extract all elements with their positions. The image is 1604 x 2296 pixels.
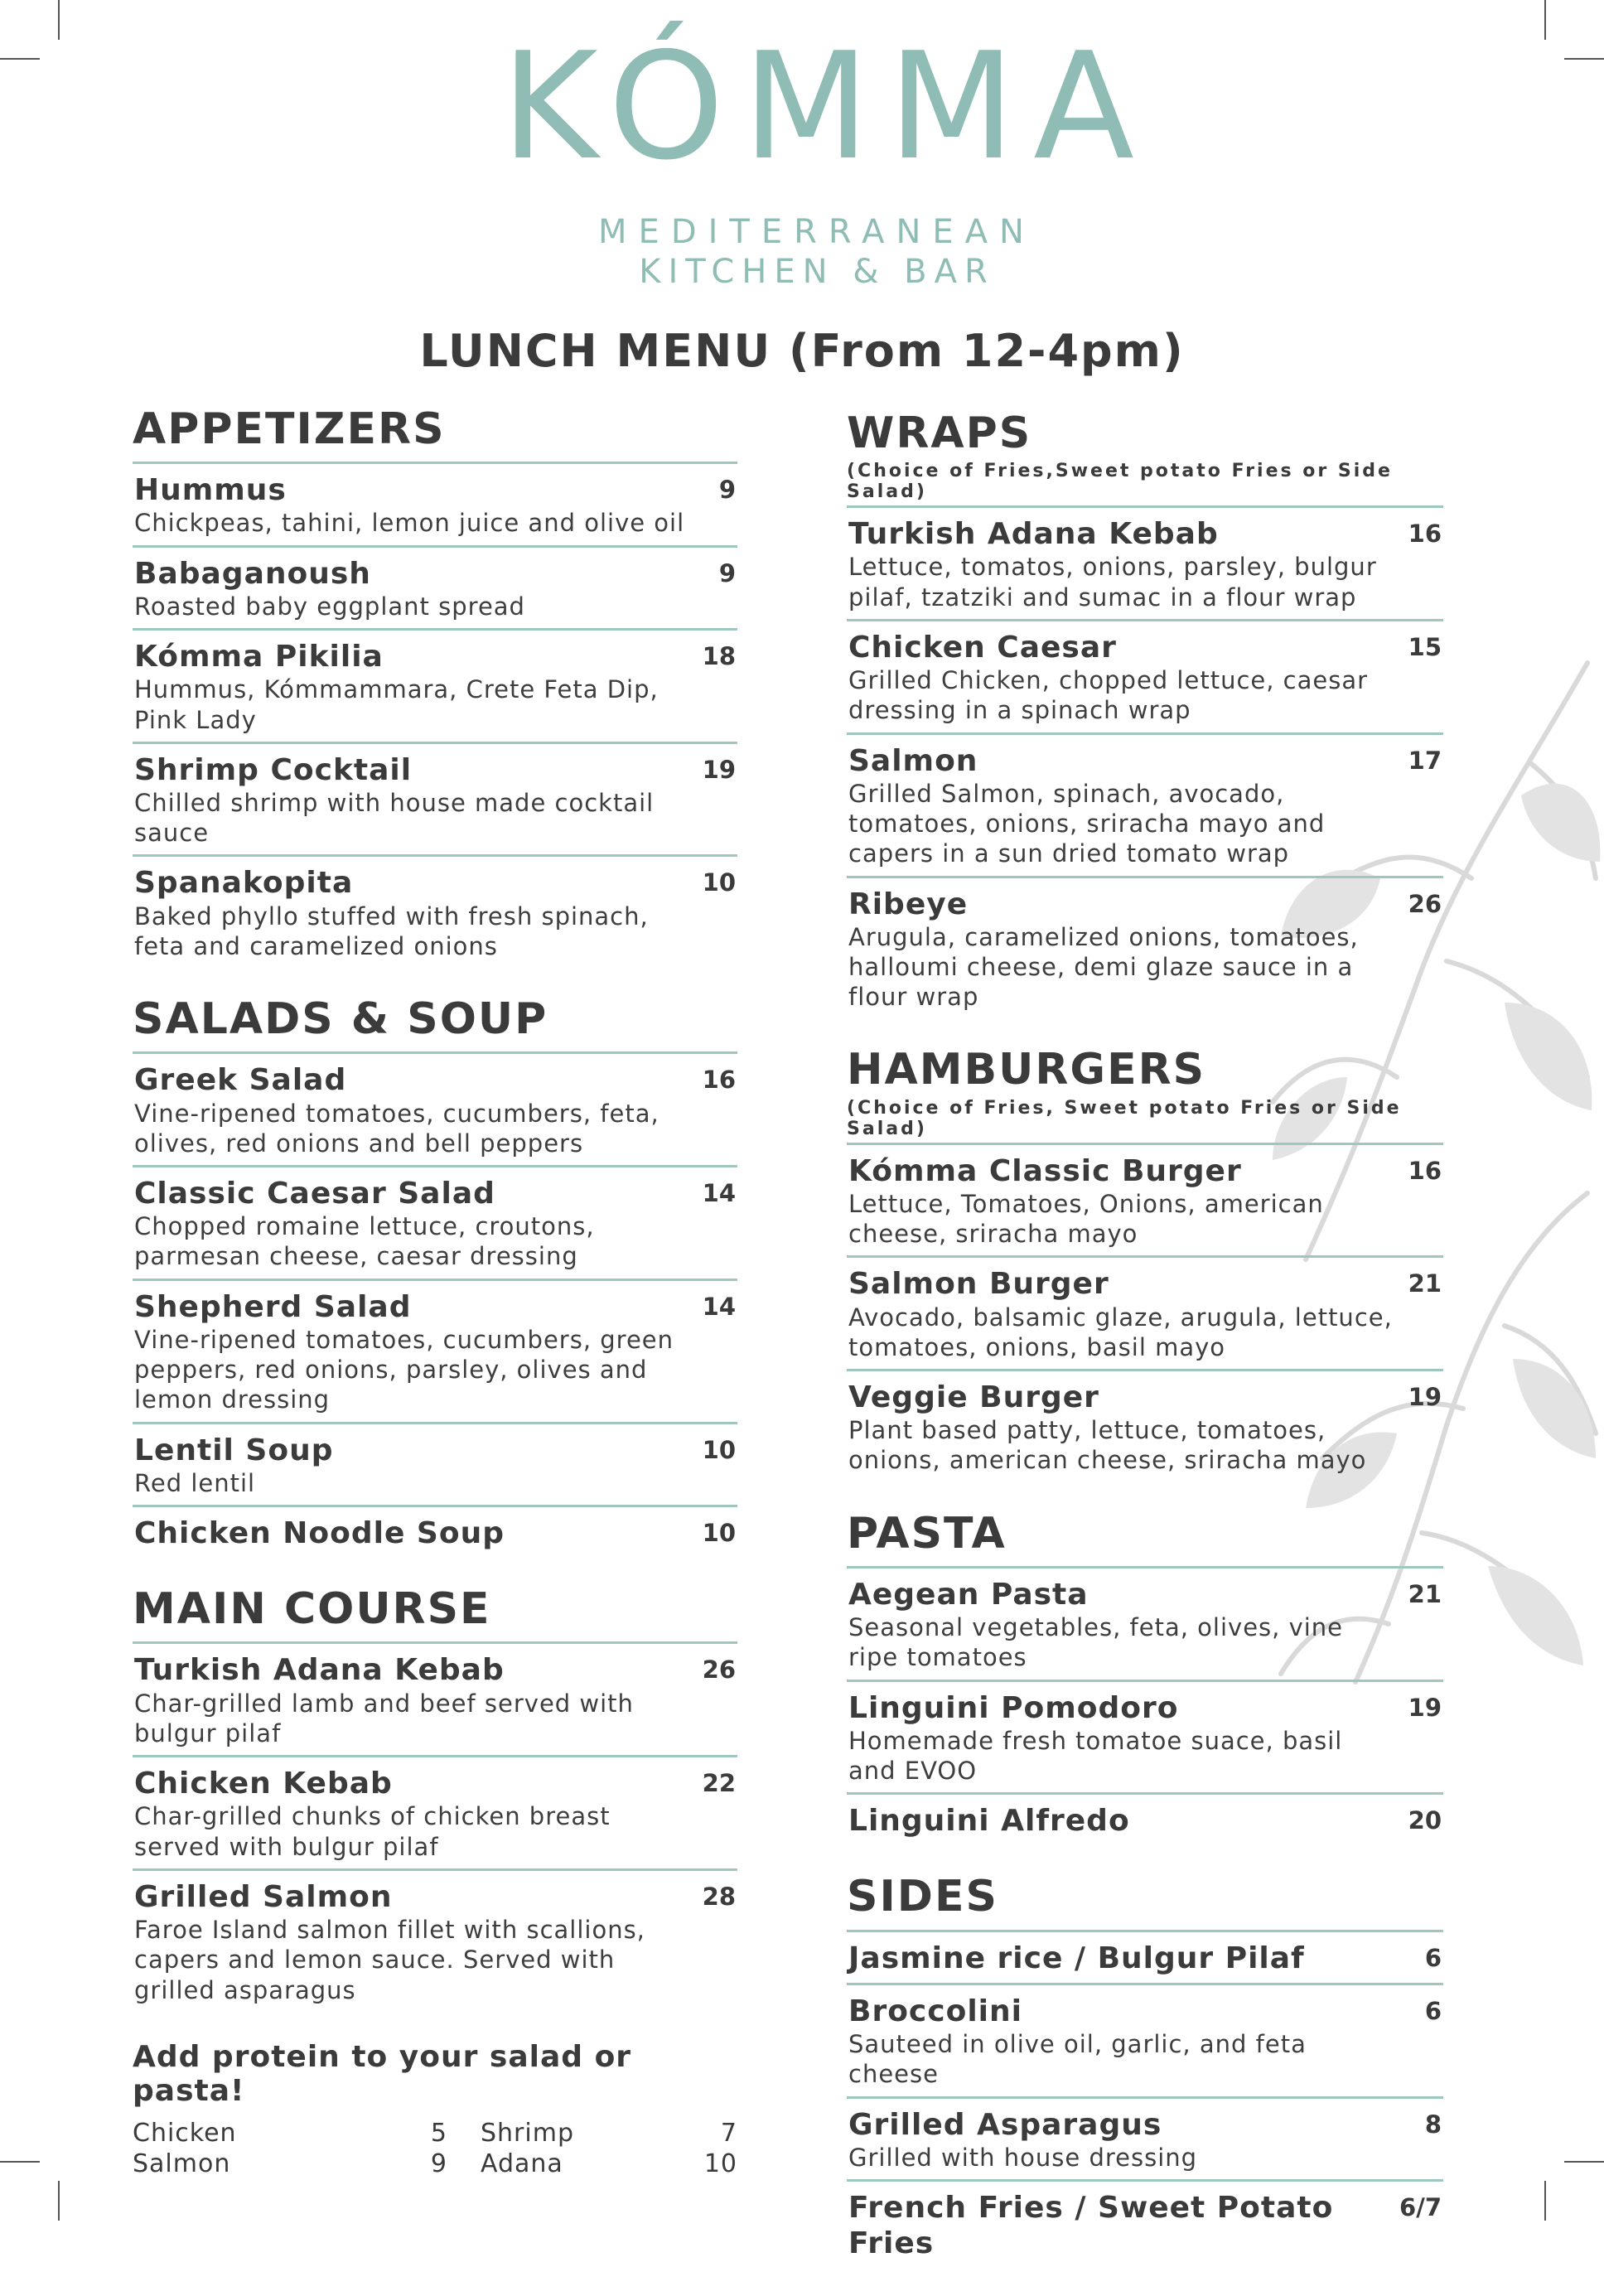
menu-item: [133, 744, 737, 858]
menu-item: [847, 2099, 1443, 2182]
item-description: Red lentil: [134, 1468, 256, 1497]
item-price: 19: [702, 755, 736, 784]
menu-item: [847, 1985, 1443, 2099]
item-name: Linguini Pomodoro: [848, 1690, 1179, 1725]
menu-item: [133, 1757, 737, 1871]
menu-item: [133, 1507, 737, 1558]
item-description: Char-grilled lamb and beef served with bulgur pilaf: [134, 1689, 634, 1747]
item-name: Chicken Kebab: [134, 1767, 393, 1801]
item-name: Shepherd Salad: [134, 1289, 412, 1324]
item-description: Hummus, Kómmammara, Crete Feta Dip, Pink Lady: [134, 675, 659, 734]
item-price: 16: [702, 1066, 736, 1095]
item-price: 9: [718, 558, 736, 587]
item-name: Lentil Soup: [134, 1433, 334, 1467]
item-price: 6: [1424, 1943, 1442, 1972]
section-title: SALADS & SOUP: [133, 994, 548, 1045]
item-name: Classic Caesar Salad: [134, 1177, 495, 1211]
item-name: Broccolini: [848, 1994, 1022, 2028]
item-price: 14: [702, 1179, 736, 1207]
item-name: Salmon Burger: [848, 1267, 1109, 1302]
menu-item: [847, 1569, 1443, 1682]
menu-item: [847, 2182, 1443, 2268]
section-note: (Choice of Fries,Sweet potato Fries or Side Salad): [847, 461, 1393, 503]
item-description: Lettuce, Tomatoes, Onions, american cheese, sriracha mayo: [848, 1189, 1324, 1249]
item-description: Avocado, balsamic glaze, arugula, lettuce, tomatoes, onions, basil mayo: [848, 1303, 1393, 1361]
item-name: French Fries / Sweet Potato Fries: [848, 2190, 1334, 2261]
item-name: Chicken Noodle Soup: [134, 1516, 505, 1551]
item-description: Chilled shrimp with house made cocktail sauce: [134, 788, 655, 848]
item-price: 28: [702, 1882, 736, 1911]
item-price: 10: [702, 868, 736, 897]
crop-mark: [1544, 2181, 1546, 2221]
section-title: HAMBURGERS: [847, 1045, 1206, 1095]
left-column: [133, 406, 737, 2180]
item-price: 10: [702, 1435, 736, 1464]
item-price: 14: [702, 1292, 736, 1321]
section-title: MAIN COURSE: [133, 1584, 491, 1635]
item-description: Vine-ripened tomatoes, cucumbers, green peppers, red onions, parsley, olives and lemon dressing: [134, 1325, 674, 1414]
section-main-course: [133, 1586, 737, 2012]
brand-subtitle: MEDITERRANEAN: [598, 213, 1036, 251]
protein-price: 10: [703, 2149, 737, 2179]
item-name: Grilled Asparagus: [848, 2107, 1162, 2142]
menu-item: [847, 1795, 1443, 1845]
section-sides: [847, 1873, 1443, 2268]
section-title: SIDES: [847, 1872, 998, 1922]
item-description: Baked phyllo stuffed with fresh spinach, feta and caramelized onions: [134, 901, 649, 960]
item-price: 6/7: [1399, 2192, 1442, 2221]
item-price: 16: [1408, 1156, 1442, 1185]
crop-mark: [1564, 2161, 1604, 2163]
item-name: Veggie Burger: [848, 1380, 1099, 1414]
menu-item: [133, 1424, 737, 1507]
item-price: 15: [1408, 632, 1442, 661]
menu-header: [0, 21, 1604, 377]
protein-price: 7: [720, 2118, 737, 2148]
crop-mark: [0, 2161, 40, 2163]
item-price: 19: [1408, 1693, 1442, 1722]
menu-item: [847, 1258, 1443, 1371]
right-column: [847, 410, 1443, 2296]
item-price: 22: [702, 1769, 736, 1798]
item-name: Chicken Caesar: [848, 630, 1117, 665]
menu-item: [133, 1644, 737, 1757]
item-description: Grilled Salmon, spinach, avocado, tomatoes, onions, sriracha mayo and capers in a sun dried tomato wrap: [848, 779, 1326, 868]
brand-subtitle: KITCHEN & BAR: [639, 253, 995, 291]
menu-item: [133, 631, 737, 744]
menu-title: LUNCH MENU (From 12-4pm): [419, 325, 1185, 377]
menu-item: [133, 1281, 737, 1424]
item-description: Char-grilled chunks of chicken breast served with bulgur pilaf: [134, 1802, 611, 1861]
item-description: Homemade fresh tomatoe suace, basil and EVOO: [848, 1726, 1343, 1785]
item-description: Arugula, caramelized onions, tomatoes, halloumi cheese, demi glaze sauce in a flour wrap: [848, 922, 1359, 1012]
item-description: Faroe Island salmon fillet with scallions, capers and lemon sauce. Served with grilled asparagus: [134, 1916, 645, 2004]
item-name: Linguini Alfredo: [848, 1804, 1130, 1839]
protein-name: Shrimp: [481, 2118, 574, 2148]
item-description: Chopped romaine lettuce, croutons, parmesan cheese, caesar dressing: [134, 1212, 595, 1271]
item-name: Turkish Adana Kebab: [134, 1653, 505, 1688]
section-wraps: [847, 410, 1443, 1018]
item-name: Hummus: [134, 473, 287, 508]
item-price: 18: [702, 642, 736, 671]
protein-name: Salmon: [133, 2149, 231, 2179]
item-description: Seasonal vegetables, feta, olives, vine ripe tomatoes: [848, 1613, 1344, 1672]
brand-logo: KÓMMA: [500, 21, 1153, 192]
item-name: Kómma Pikilia: [134, 640, 384, 674]
item-name: Shrimp Cocktail: [134, 752, 413, 787]
menu-item: [133, 857, 737, 968]
protein-name: Chicken: [133, 2118, 237, 2148]
section-title: APPETIZERS: [133, 404, 446, 454]
item-name: Ribeye: [848, 887, 969, 921]
protein-price: 5: [430, 2118, 447, 2148]
menu-item: [133, 548, 737, 631]
protein-addon-title: Add protein to your salad or pasta!: [133, 2039, 632, 2108]
protein-price: 9: [430, 2149, 447, 2179]
item-price: 19: [1408, 1383, 1442, 1411]
menu-item: [847, 508, 1443, 621]
item-name: Jasmine rice / Bulgur Pilaf: [848, 1941, 1305, 1975]
menu-item: [133, 1871, 737, 2012]
item-name: Salmon: [848, 743, 978, 778]
menu-item: [847, 878, 1443, 1019]
item-name: Spanakopita: [134, 866, 354, 901]
menu-item: [847, 1145, 1443, 1259]
section-pasta: [847, 1508, 1443, 1846]
item-price: 10: [702, 1519, 736, 1548]
item-price: 9: [718, 476, 736, 505]
item-description: Lettuce, tomatos, onions, parsley, bulgur pilaf, tzatziki and sumac in a flour wrap: [848, 553, 1377, 611]
item-price: 6: [1424, 1996, 1442, 2025]
item-name: Turkish Adana Kebab: [848, 517, 1219, 552]
item-name: Kómma Classic Burger: [848, 1153, 1242, 1188]
item-description: Vine-ripened tomatoes, cucumbers, feta, olives, red onions and bell peppers: [134, 1099, 659, 1158]
item-description: Grilled Chicken, chopped lettuce, caesar dressing in a spinach wrap: [848, 666, 1369, 725]
item-description: Sauteed in olive oil, garlic, and feta cheese: [848, 2030, 1307, 2089]
menu-item: [133, 1054, 737, 1167]
menu-item: [133, 464, 737, 547]
menu-item: [847, 621, 1443, 735]
protein-addon-list: [133, 2118, 737, 2180]
item-price: 17: [1408, 746, 1442, 775]
item-price: 26: [702, 1656, 736, 1685]
section-title: PASTA: [847, 1508, 1007, 1559]
menu-item: [133, 1167, 737, 1281]
item-price: 16: [1408, 520, 1442, 549]
crop-mark: [58, 2181, 60, 2221]
item-description: Grilled with house dressing: [848, 2143, 1198, 2172]
section-salads-soup: [133, 996, 737, 1558]
item-price: 20: [1408, 1806, 1442, 1835]
menu-item: [847, 1932, 1443, 1985]
item-name: Grilled Salmon: [134, 1879, 393, 1914]
menu-item: [847, 735, 1443, 878]
item-name: Babaganoush: [134, 556, 371, 591]
section-title: WRAPS: [847, 408, 1032, 458]
item-price: 21: [1408, 1579, 1442, 1608]
item-description: Plant based patty, lettuce, tomatoes, onions, american cheese, sriracha mayo: [848, 1416, 1367, 1475]
menu-item: [847, 1682, 1443, 1796]
section-hamburgers: [847, 1046, 1443, 1482]
section-appetizers: [133, 406, 737, 968]
item-name: Greek Salad: [134, 1063, 347, 1098]
item-price: 8: [1424, 2110, 1442, 2139]
menu-item: [847, 1371, 1443, 1482]
item-description: Roasted baby eggplant spread: [134, 592, 525, 621]
protein-name: Adana: [481, 2149, 563, 2179]
item-description: Chickpeas, tahini, lemon juice and olive oil: [134, 509, 685, 538]
item-price: 26: [1408, 889, 1442, 918]
section-note: (Choice of Fries, Sweet potato Fries or Side Salad): [847, 1097, 1402, 1139]
item-price: 21: [1408, 1269, 1442, 1298]
item-name: Aegean Pasta: [848, 1577, 1089, 1612]
